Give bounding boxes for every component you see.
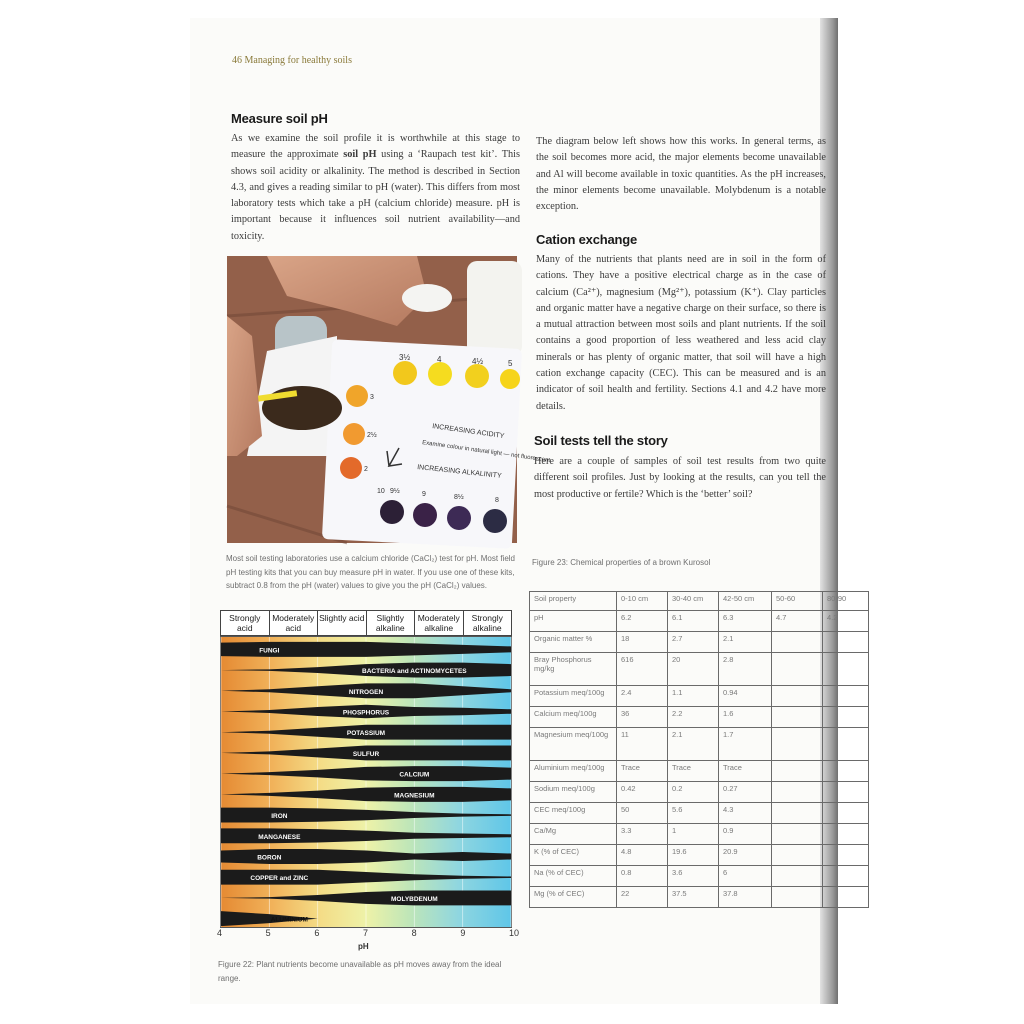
x-tick-label: 4 — [217, 928, 223, 938]
value-cell — [772, 632, 823, 653]
table-row — [530, 611, 869, 632]
value-cell: 2.2 — [668, 707, 719, 728]
band-calcium — [221, 766, 511, 781]
value-cell: 20.9 — [719, 845, 772, 866]
kit-text-alkalinity: INCREASING ALKALINITY — [416, 464, 502, 480]
value-cell — [772, 761, 823, 782]
swatch — [393, 361, 417, 385]
category-label: Strongly acid — [221, 611, 270, 635]
value-cell: 5.6 — [668, 803, 719, 824]
band-label: FUNGI — [259, 647, 280, 655]
value-cell: 0.9 — [719, 824, 772, 845]
measure-ph-paragraph — [231, 131, 520, 245]
diagram-explanation-paragraph: The diagram below left shows how this works. In general terms, as the soil becomes more acid, the major elements become unavailable and Al will become available in toxic quantities. As the pH increases, the minor elements become unavailable. Molybdenum is a notable exception. — [536, 136, 826, 213]
value-cell: 0.27 — [719, 782, 772, 803]
swatch — [483, 509, 507, 533]
value-cell: 3.3 — [617, 824, 668, 845]
heading-cation-exchange: Cation exchange — [536, 232, 638, 247]
bottle-cap — [402, 284, 452, 312]
x-tick-label: 8 — [411, 928, 417, 938]
category-label: Slightly acid — [318, 611, 367, 635]
value-cell: 1 — [668, 824, 719, 845]
swatch — [343, 423, 365, 445]
value-cell: 4.7 — [772, 611, 823, 632]
swatch-label: 3 — [370, 394, 374, 401]
value-cell: 2.1 — [668, 728, 719, 761]
x-axis — [217, 928, 520, 958]
swatch — [500, 369, 520, 389]
value-cell — [772, 887, 823, 908]
band-label: IRON — [271, 813, 288, 821]
value-cell — [772, 803, 823, 824]
swatch — [447, 506, 471, 530]
table-row — [530, 866, 869, 887]
figure-22-caption: Figure 22: Plant nutrients become unavailable as pH moves away from the ideal range. — [218, 960, 502, 983]
table-row — [530, 782, 869, 803]
value-cell: 2.1 — [719, 632, 772, 653]
row-label-cell: Potassium meq/100g — [530, 686, 617, 707]
band-label: SULFUR — [352, 750, 380, 758]
x-tick-label: 6 — [314, 928, 320, 938]
running-head: 46 Managing for healthy soils — [232, 55, 352, 66]
band-label: BACTERIA and ACTINOMYCETES — [362, 668, 467, 676]
table-row — [530, 707, 869, 728]
swatch — [340, 457, 362, 479]
row-label-cell: Magnesium meq/100g — [530, 728, 617, 761]
x-tick-label: 5 — [265, 928, 271, 938]
value-cell: 37.5 — [668, 887, 719, 908]
row-label-cell: Bray Phosphorus mg/kg — [530, 653, 617, 686]
measure-ph-text-a: As we examine the soil profile it is worthwhile at this stage to measure the approximate — [231, 133, 520, 161]
band-label: MOLYBDENUM — [390, 895, 438, 903]
table-row — [530, 728, 869, 761]
value-cell: 6.2 — [617, 611, 668, 632]
value-cell: Trace — [617, 761, 668, 782]
category-label: Moderately acid — [270, 611, 319, 635]
swatch — [380, 500, 404, 524]
value-cell: 3.6 — [668, 866, 719, 887]
value-cell — [823, 653, 869, 686]
value-cell: 6 — [719, 866, 772, 887]
table-header-row — [530, 592, 869, 611]
value-cell: 4.2 — [823, 611, 869, 632]
value-cell: 20 — [668, 653, 719, 686]
swatch-label: 3½ — [399, 353, 411, 362]
value-cell: 0.42 — [617, 782, 668, 803]
value-cell: 0.94 — [719, 686, 772, 707]
soil-tests-paragraph: Here are a couple of samples of soil test results from two quite different soil profiles. Just by looking at the results, can you tell the most productive or fertile? Which is the ‘better’ soil? — [534, 456, 826, 500]
value-cell — [772, 686, 823, 707]
table-row — [530, 653, 869, 686]
row-label-cell: K (% of CEC) — [530, 845, 617, 866]
table-header-cell: 80-90 — [823, 592, 869, 611]
value-cell — [823, 761, 869, 782]
table-row — [530, 761, 869, 782]
x-tick-label: 10 — [509, 928, 520, 938]
band-label: PHOSPHORUS — [342, 709, 390, 717]
swatch-label: 9½ — [390, 488, 400, 495]
band-label: CALCIUM — [399, 771, 430, 779]
value-cell: 6.3 — [719, 611, 772, 632]
value-cell: Trace — [668, 761, 719, 782]
swatch — [413, 503, 437, 527]
value-cell — [823, 632, 869, 653]
band-label: BORON — [257, 854, 282, 862]
swatch — [465, 364, 489, 388]
value-cell — [772, 845, 823, 866]
value-cell: 2.8 — [719, 653, 772, 686]
value-cell — [823, 782, 869, 803]
value-cell: 1.7 — [719, 728, 772, 761]
value-cell: 18 — [617, 632, 668, 653]
swatch-label: 8½ — [454, 494, 464, 501]
row-label-cell: Na (% of CEC) — [530, 866, 617, 887]
row-label-cell: Mg (% of CEC) — [530, 887, 617, 908]
value-cell — [772, 866, 823, 887]
table-header-cell: 30-40 cm — [668, 592, 719, 611]
kit-text-acidity: INCREASING ACIDITY — [431, 423, 505, 441]
value-cell — [772, 707, 823, 728]
value-cell: 2.4 — [617, 686, 668, 707]
row-label-cell: pH — [530, 611, 617, 632]
table-row — [530, 632, 869, 653]
measure-ph-bold: soil pH — [343, 149, 377, 161]
table-row — [530, 803, 869, 824]
value-cell — [772, 653, 823, 686]
value-cell — [823, 728, 869, 761]
category-label: Strongly alkaline — [471, 613, 503, 633]
nutrient-availability-chart — [220, 610, 512, 928]
value-cell — [823, 707, 869, 728]
acidity-category-header — [220, 610, 512, 636]
table-row — [530, 686, 869, 707]
ph-test-kit-photo — [227, 256, 551, 543]
cation-exchange-paragraph: Many of the nutrients that plants need are in soil in the form of cations. They have a positive electrical charge as in the case of calcium (Ca²⁺), magnesium (Mg²⁺), potassium (K⁺). Clay particles and organic matter have a negative charge on their surface, so there is a mutual attraction between most soils and plant nutrients. If the soil contains a good proportion of less weathered and less acid clay minerals or has plenty of organic matter, that soil will have a high cation exchange capacity (CEC). This can be measured and is an indicator of soil health and fertility. Sections 4.1 and 4.2 have more details. — [536, 254, 826, 412]
band-molybdenum — [221, 890, 511, 905]
heading-soil-tests: Soil tests tell the story — [534, 433, 668, 448]
swatch-label: 8 — [495, 497, 499, 504]
value-cell: 50 — [617, 803, 668, 824]
table-header-cell: 42-50 cm — [719, 592, 772, 611]
band-label: POTASSIUM — [346, 730, 386, 738]
band-label: NITROGEN — [348, 688, 384, 696]
value-cell — [823, 866, 869, 887]
table-header-cell: Soil property — [530, 592, 617, 611]
photo-illustration — [227, 256, 551, 543]
swatch-label: 9 — [422, 491, 426, 498]
value-cell: 37.8 — [719, 887, 772, 908]
value-cell — [772, 782, 823, 803]
swatch-label: 4½ — [472, 357, 484, 366]
soil-properties-table — [529, 591, 869, 908]
chart-plot-area — [220, 636, 512, 928]
value-cell — [772, 824, 823, 845]
value-cell — [823, 824, 869, 845]
band-label: COPPER and ZINC — [250, 875, 309, 883]
value-cell — [823, 803, 869, 824]
value-cell — [823, 845, 869, 866]
soil-sample — [262, 386, 342, 430]
row-label-cell: CEC meq/100g — [530, 803, 617, 824]
value-cell: 11 — [617, 728, 668, 761]
swatch-label: 4 — [437, 355, 442, 364]
value-cell — [823, 887, 869, 908]
measure-ph-text-b: using a ‘Raupach test kit’. This shows soil acidity or alkalinity. The method is described in Section 4.3, and gives a reading similar to pH (water). This differs from most laboratory tests which take a pH (calcium chloride) measure. pH is important because it influences soil nutrient availability—and toxicity. — [231, 149, 521, 242]
value-cell: 36 — [617, 707, 668, 728]
swatch-label: 10 — [377, 488, 385, 495]
value-cell: 19.6 — [668, 845, 719, 866]
table-header-cell: 0-10 cm — [617, 592, 668, 611]
category-label: Slightly alkaline — [367, 611, 416, 635]
band-label: MANGANESE — [258, 833, 301, 841]
band-label: MAGNESIUM — [394, 792, 435, 800]
swatch-label: 2½ — [367, 432, 377, 439]
band-svg — [221, 637, 511, 927]
category-label: Moderately alkaline — [415, 611, 464, 635]
table-header-cell: 50-60 — [772, 592, 823, 611]
swatch-label: 2 — [364, 466, 368, 473]
x-axis-label: pH — [358, 942, 369, 951]
swatch — [346, 385, 368, 407]
x-tick-label: 9 — [460, 928, 466, 938]
value-cell: 6.1 — [668, 611, 719, 632]
value-cell: Trace — [719, 761, 772, 782]
value-cell: 22 — [617, 887, 668, 908]
kit-text-instruction: Examine colour in natural light — not fluorescent — [421, 440, 551, 464]
value-cell — [823, 686, 869, 707]
value-cell: 1.6 — [719, 707, 772, 728]
figure-23-caption: Figure 23: Chemical properties of a brown Kurosol — [532, 558, 711, 567]
value-cell: 616 — [617, 653, 668, 686]
heading-measure-soil-ph: Measure soil pH — [231, 111, 328, 126]
row-label-cell: Sodium meq/100g — [530, 782, 617, 803]
row-label-cell: Organic matter % — [530, 632, 617, 653]
band-label: ALUMINIUM — [270, 916, 308, 924]
bottle-right — [467, 261, 522, 356]
photo-caption: Most soil testing laboratories use a calcium chloride (CaCl₂) test for pH. Most field pH testing kits that you can buy measure pH in water. If you use one of these kits, subtract 0.8 from the pH (water) values to give you the pH (CaCl₂) values. — [226, 554, 515, 590]
row-label-cell: Calcium meq/100g — [530, 707, 617, 728]
table-row — [530, 845, 869, 866]
table-row — [530, 887, 869, 908]
swatch — [428, 362, 452, 386]
x-tick-label: 7 — [363, 928, 369, 938]
table-row — [530, 824, 869, 845]
value-cell — [772, 728, 823, 761]
value-cell: 2.7 — [668, 632, 719, 653]
swatch-label: 5 — [508, 359, 513, 368]
row-label-cell: Aluminium meq/100g — [530, 761, 617, 782]
band-magnesium — [221, 787, 511, 802]
value-cell: 1.1 — [668, 686, 719, 707]
row-label-cell: Ca/Mg — [530, 824, 617, 845]
value-cell: 4.8 — [617, 845, 668, 866]
value-cell: 4.3 — [719, 803, 772, 824]
value-cell: 0.8 — [617, 866, 668, 887]
value-cell: 0.2 — [668, 782, 719, 803]
